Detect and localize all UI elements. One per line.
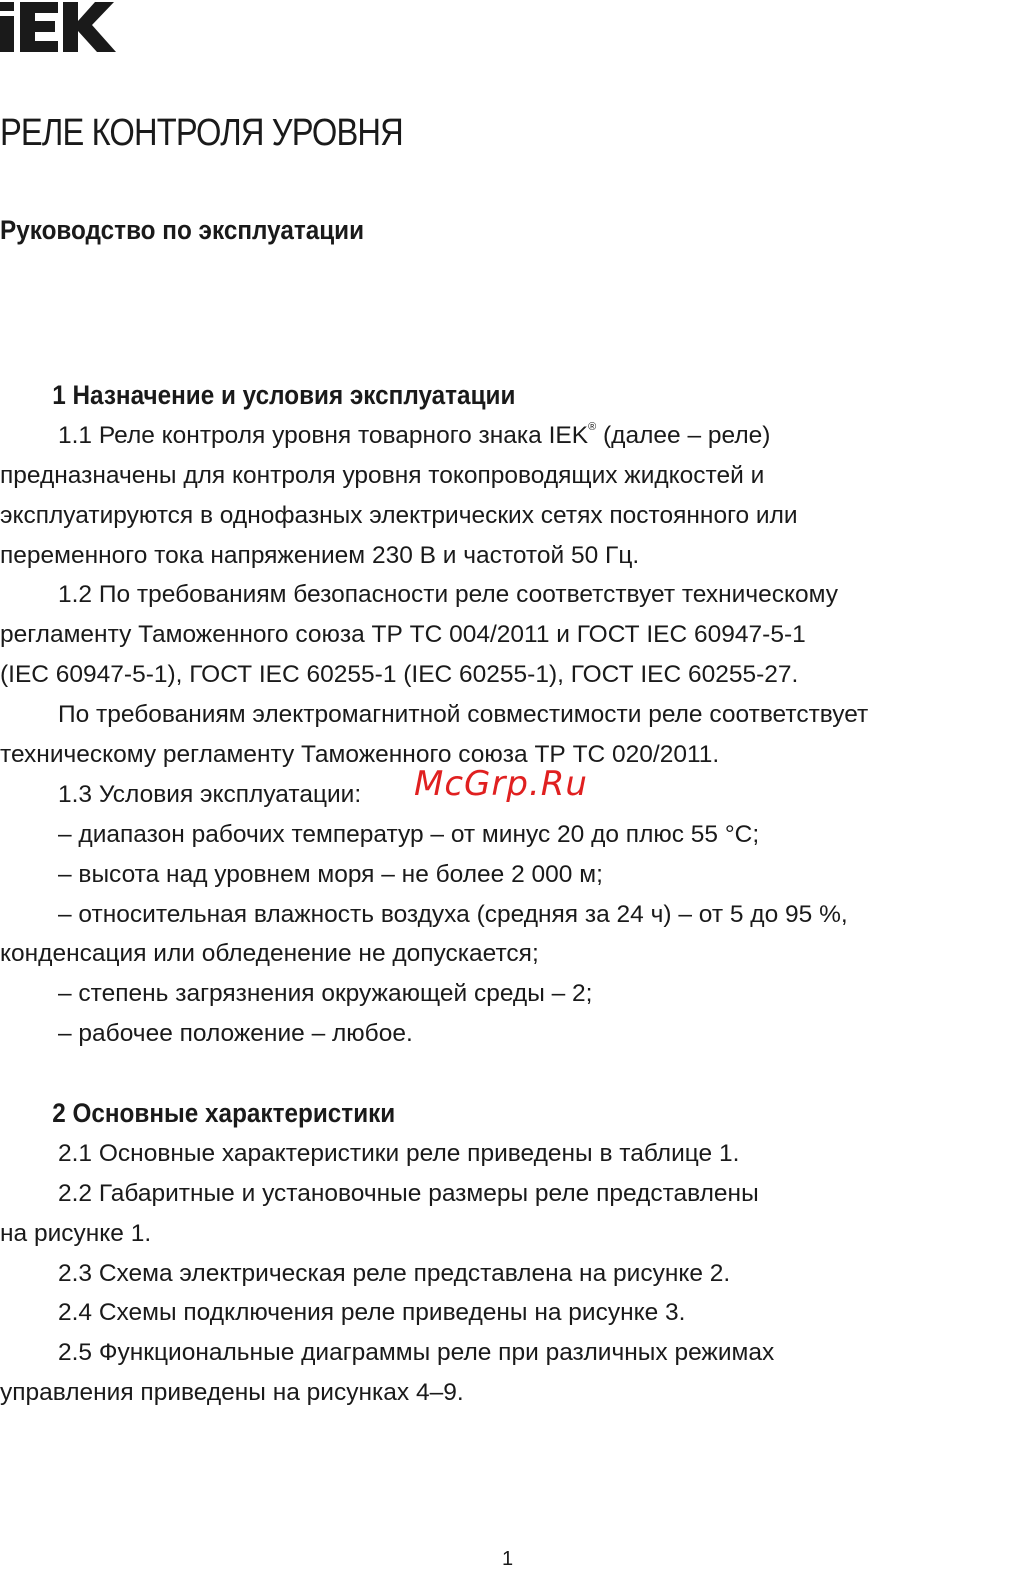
paragraph-emc-line: техническому регламенту Таможенного союза ТР ТС 020/2011. xyxy=(0,741,720,769)
paragraph-1-1-line: предназначены для контроля уровня токопроводящих жидкостей и xyxy=(0,461,765,489)
paragraph-2-2-line: на рисунке 1. xyxy=(0,1219,152,1247)
watermark: McGrp.Ru xyxy=(414,764,588,804)
paragraph-2-5-line: управления приведены на рисунках 4–9. xyxy=(0,1379,464,1407)
document-body xyxy=(0,376,1020,1413)
paragraph-1-2-line: 1.2 По требованиям безопасности реле соответствует техническому xyxy=(58,581,838,609)
list-item-humidity-cont: конденсация или обледенение не допускается; xyxy=(0,940,539,968)
paragraph-1-2-line: (IEC 60947-5-1), ГОСТ IEC 60255-1 (IEC 60255-1), ГОСТ IEC 60255-27. xyxy=(0,661,799,689)
spacer xyxy=(0,1054,1020,1094)
paragraph-2-5-line: 2.5 Функциональные диаграммы реле при различных режимах xyxy=(58,1339,775,1367)
iek-logo xyxy=(0,0,116,56)
page-number: 1 xyxy=(502,1548,514,1570)
paragraph-1-1-line: 1.1 Реле контроля уровня товарного знака IEK® (далее – реле) xyxy=(58,420,771,449)
list-item-position: – рабочее положение – любое. xyxy=(58,1020,413,1048)
list-item-temperature: – диапазон рабочих температур – от минус 20 до плюс 55 °С; xyxy=(58,820,760,848)
paragraph-2-3: 2.3 Схема электрическая реле представлена на рисунке 2. xyxy=(58,1259,731,1287)
list-item-altitude: – высота над уровнем моря – не более 2 000 м; xyxy=(58,860,603,888)
registered-mark: ® xyxy=(588,420,597,433)
section-1-heading: 1 Назначение и условия эксплуатации xyxy=(52,380,516,410)
paragraph-emc-line: По требованиям электромагнитной совместимости реле соответствует xyxy=(58,701,869,729)
paragraph-1-1-line: эксплуатируются в однофазных электрических сетях постоянного или xyxy=(0,501,798,529)
paragraph-2-4: 2.4 Схемы подключения реле приведены на рисунке 3. xyxy=(58,1299,686,1327)
paragraph-2-1: 2.1 Основные характеристики реле приведены в таблице 1. xyxy=(58,1139,740,1167)
document-title: РЕЛЕ КОНТРОЛЯ УРОВНЯ xyxy=(0,112,403,154)
list-item-humidity: – относительная влажность воздуха (средняя за 24 ч) – от 5 до 95 %, xyxy=(58,900,848,928)
paragraph-1-3-line: 1.3 Условия эксплуатации: xyxy=(58,780,362,808)
document-subtitle: Руководство по эксплуатации xyxy=(0,215,365,245)
list-item-pollution: – степень загрязнения окружающей среды – 2; xyxy=(58,980,593,1008)
section-2-heading: 2 Основные характеристики xyxy=(52,1098,396,1129)
paragraph-1-2-line: регламенту Таможенного союза ТР ТС 004/2011 и ГОСТ IEC 60947-5-1 xyxy=(0,621,806,649)
paragraph-1-1-line: переменного тока напряжением 230 В и частотой 50 Гц. xyxy=(0,541,640,569)
paragraph-2-2-line: 2.2 Габаритные и установочные размеры реле представлены xyxy=(58,1179,759,1207)
